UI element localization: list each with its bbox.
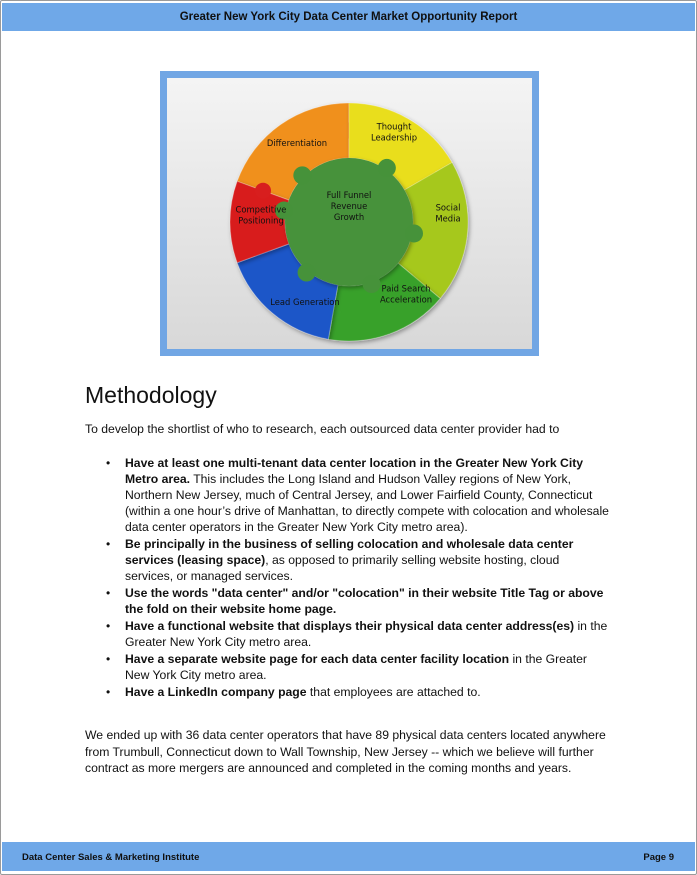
list-item	[85, 585, 610, 617]
bullet-icon: •	[106, 586, 111, 600]
puzzle-tab	[293, 166, 311, 184]
intro-paragraph: To develop the shortlist of who to research, each outsourced data center provider had to	[85, 422, 560, 436]
criterion-bold: Have a separate website page for each data center facility location	[125, 652, 510, 666]
label-competitive-positioning-line: Competitive	[235, 204, 287, 215]
institute-name: Data Center Sales & Marketing Institute	[22, 852, 200, 863]
label-differentiation-line: Differentiation	[266, 138, 328, 148]
label-thought-leadership-line: Thought	[376, 121, 412, 132]
label-paid-search	[380, 284, 432, 305]
page-header	[2, 3, 695, 31]
page-footer	[2, 842, 695, 871]
label-social-media	[435, 203, 460, 224]
criterion-bold: Have a LinkedIn company page	[125, 685, 307, 699]
puzzle-tab	[378, 159, 396, 177]
list-item	[85, 455, 610, 535]
bullet-icon: •	[106, 652, 111, 666]
criterion-bold: Have at least one multi-tenant data center location in the Greater New York City Metro area.	[125, 456, 584, 486]
criterion-text: that employees are attached to.	[306, 685, 481, 699]
report-title: Greater New York City Data Center Market Opportunity Report	[179, 11, 518, 23]
label-differentiation	[267, 138, 327, 148]
list-item	[85, 684, 610, 700]
puzzle-image	[167, 78, 532, 349]
puzzle-tab	[298, 264, 316, 282]
label-competitive-positioning	[236, 205, 287, 226]
label-lead-generation	[270, 297, 340, 307]
bullet-icon: •	[106, 685, 111, 699]
label-thought-leadership-line: Leadership	[370, 132, 418, 143]
label-full-funnel-line: Full Funnel	[326, 190, 372, 200]
label-lead-generation-line: Lead Generation	[270, 297, 340, 307]
puzzle-tab	[363, 275, 381, 293]
list-item	[85, 618, 610, 650]
section-title: Methodology	[85, 382, 217, 408]
criterion-text: This includes the Long Island and Hudson Valley regions of New York, Northern New Jersey, much of Central Jersey, and Lower Fairfield County, Connecticut (within a one hour’s drive of Manhattan, to directly compete with colocation and wholesale data center operators in the Greater New York City metro area).	[125, 472, 609, 534]
criterion-text: in the Greater New York City metro area.	[125, 652, 587, 682]
criterion-bold: Be principally in the business of selling colocation and wholesale data center services (leasing space)	[125, 537, 574, 567]
label-thought-leadership	[371, 122, 417, 143]
label-full-funnel-line: Growth	[333, 212, 365, 222]
criterion-bold: Use the words "data center" and/or "colocation" in their website Title Tag or above the fold on their website home page.	[125, 586, 604, 616]
label-full-funnel-line: Revenue	[330, 201, 368, 211]
puzzle-figure	[160, 71, 539, 356]
bullet-icon: •	[106, 456, 111, 470]
puzzle-tab	[255, 183, 271, 199]
closing-paragraph: We ended up with 36 data center operators that have 89 physical data centers located anywhere from Trumbull, Connecticut down to Wall Township, New Jersey -- which we believe will further contract as more mergers are announced and completed in the coming months and years.	[85, 728, 606, 775]
label-social-media-line: Media	[435, 213, 461, 224]
label-competitive-positioning-line: Positioning	[238, 215, 284, 226]
criteria-list	[85, 455, 610, 701]
list-item	[85, 536, 610, 584]
puzzle-wheel-graphic	[167, 78, 532, 349]
criterion-text: in the Greater New York City metro area.	[125, 619, 608, 649]
bullet-icon: •	[106, 537, 111, 551]
puzzle-tab	[405, 224, 423, 242]
page-number: Page 9	[643, 852, 674, 863]
criterion-bold: Have a functional website that displays their physical data center address(es)	[125, 619, 575, 633]
criterion-text: , as opposed to primarily selling website hosting, cloud services, or managed services.	[125, 553, 560, 583]
label-paid-search-line: Paid Search	[381, 283, 431, 294]
label-paid-search-line: Acceleration	[379, 294, 433, 305]
bullet-icon: •	[106, 619, 111, 633]
list-item	[85, 651, 610, 683]
label-social-media-line: Social	[435, 202, 461, 213]
